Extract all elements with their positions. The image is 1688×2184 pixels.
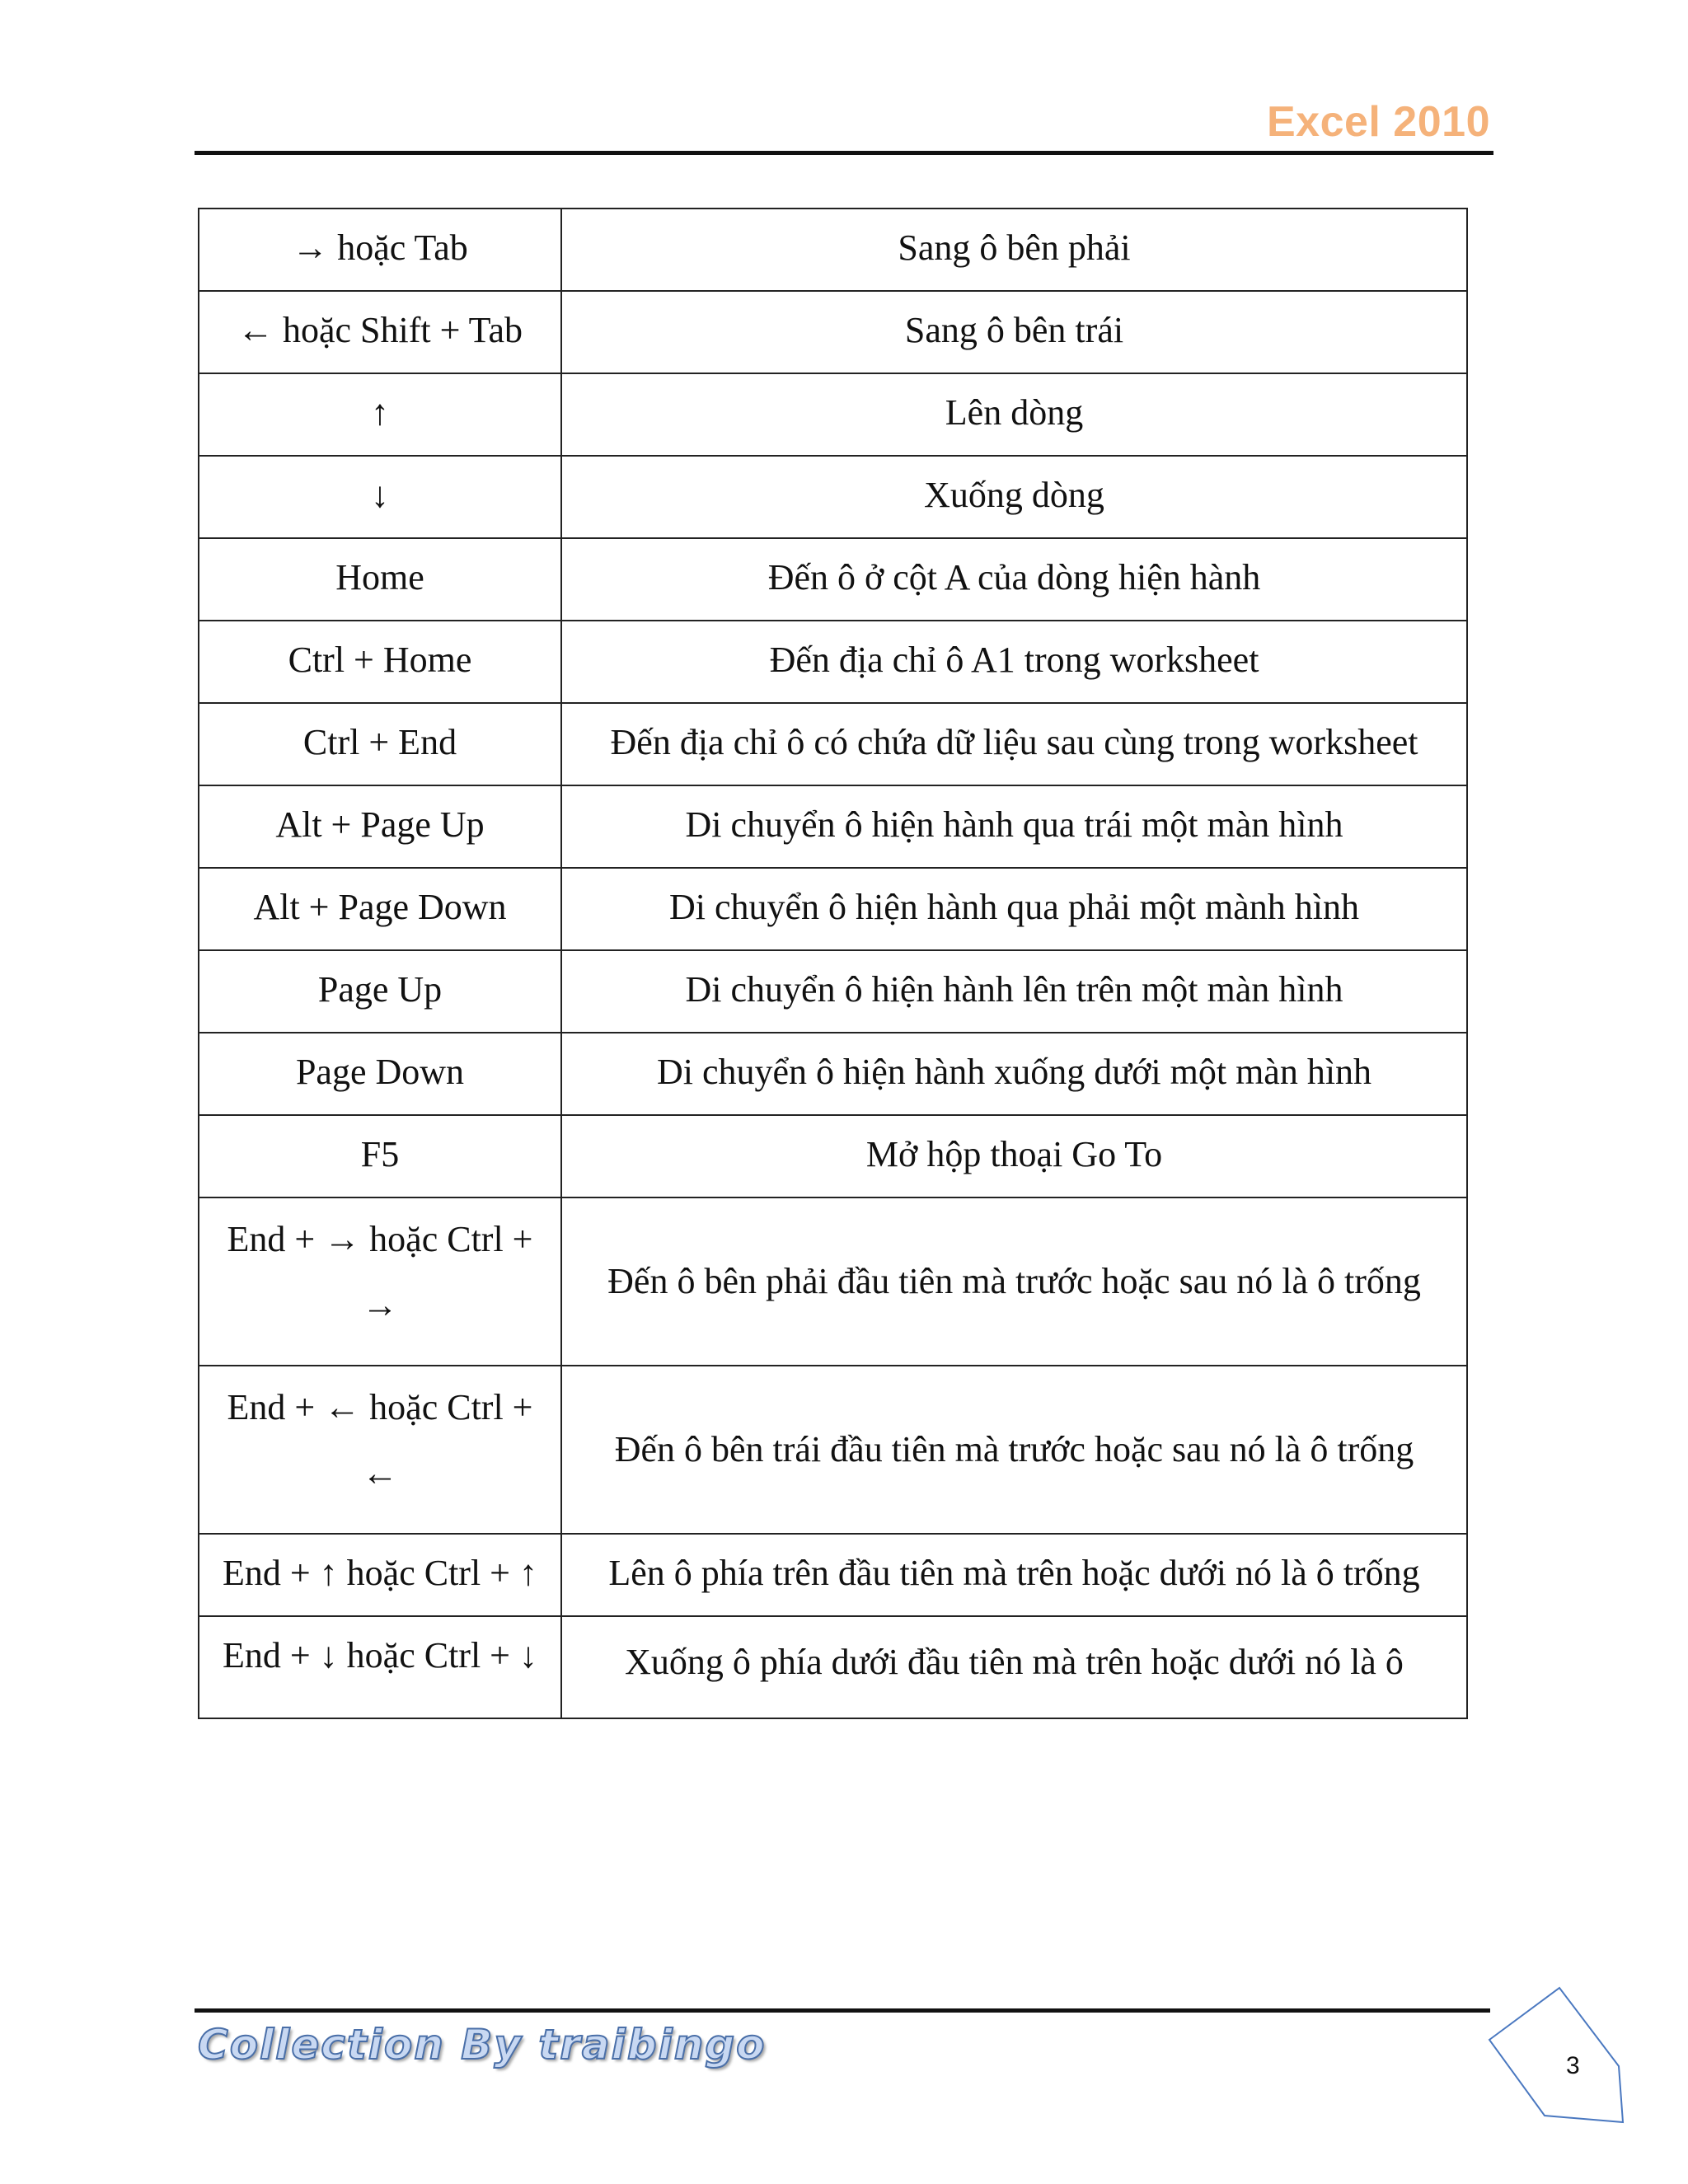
table-row xyxy=(199,538,1467,621)
shortcut-key: Page Down xyxy=(199,1033,561,1115)
shortcut-description: Lên ô phía trên đầu tiên mà trên hoặc dưới nó là ô trống xyxy=(561,1534,1467,1616)
page-badge-icon xyxy=(1487,1986,1627,2126)
table-row xyxy=(199,1197,1467,1366)
shortcut-description: Di chuyển ô hiện hành qua phải một mành hình xyxy=(561,868,1467,950)
table-row xyxy=(199,1616,1467,1718)
shortcut-key: Alt + Page Down xyxy=(199,868,561,950)
shortcut-key: End + ↑ hoặc Ctrl + ↑ xyxy=(199,1534,561,1616)
table-row xyxy=(199,950,1467,1033)
shortcut-description: Đến ô bên trái đầu tiên mà trước hoặc sau nó là ô trống xyxy=(561,1366,1467,1534)
shortcut-description: Đến địa chỉ ô A1 trong worksheet xyxy=(561,621,1467,703)
shortcut-key: Ctrl + End xyxy=(199,703,561,785)
shortcut-description: Mở hộp thoại Go To xyxy=(561,1115,1467,1197)
shortcut-key: ↓ xyxy=(199,456,561,538)
shortcut-key: → hoặc Tab xyxy=(199,209,561,291)
shortcut-description: Sang ô bên phải xyxy=(561,209,1467,291)
shortcut-description: Di chuyển ô hiện hành qua trái một màn hình xyxy=(561,785,1467,868)
shortcut-key: Ctrl + Home xyxy=(199,621,561,703)
shortcut-description: Đến địa chỉ ô có chứa dữ liệu sau cùng trong worksheet xyxy=(561,703,1467,785)
shortcut-key: ↑ xyxy=(199,373,561,456)
shortcut-key: End + ← hoặc Ctrl + ← xyxy=(199,1366,561,1534)
table-row xyxy=(199,1366,1467,1534)
footer-divider xyxy=(195,2008,1490,2013)
table-row xyxy=(199,1534,1467,1616)
table-row xyxy=(199,703,1467,785)
shortcut-description: Lên dòng xyxy=(561,373,1467,456)
shortcut-key: End + → hoặc Ctrl + → xyxy=(199,1197,561,1366)
table-row xyxy=(199,291,1467,373)
shortcut-description: Di chuyển ô hiện hành xuống dưới một màn hình xyxy=(561,1033,1467,1115)
table-row xyxy=(199,1033,1467,1115)
shortcut-key: Alt + Page Up xyxy=(199,785,561,868)
table-row xyxy=(199,868,1467,950)
shortcut-description: Đến ô ở cột A của dòng hiện hành xyxy=(561,538,1467,621)
footer-credit: Collection By traibingo xyxy=(198,2021,767,2069)
table-row xyxy=(199,209,1467,291)
table-row xyxy=(199,456,1467,538)
shortcut-description: Di chuyển ô hiện hành lên trên một màn hình xyxy=(561,950,1467,1033)
shortcut-description: Sang ô bên trái xyxy=(561,291,1467,373)
shortcut-description: Xuống ô phía dưới đầu tiên mà trên hoặc dưới nó là ô xyxy=(561,1616,1467,1718)
document-header-title: Excel 2010 xyxy=(1266,98,1490,146)
table-row xyxy=(199,621,1467,703)
shortcut-key: Home xyxy=(199,538,561,621)
shortcut-description: Đến ô bên phải đầu tiên mà trước hoặc sau nó là ô trống xyxy=(561,1197,1467,1366)
header-divider xyxy=(195,151,1493,155)
page-number: 3 xyxy=(1566,2052,1580,2079)
shortcut-key: End + ↓ hoặc Ctrl + ↓ xyxy=(199,1616,561,1718)
table-row xyxy=(199,1115,1467,1197)
shortcut-table xyxy=(198,208,1468,1719)
shortcut-key: Page Up xyxy=(199,950,561,1033)
shortcut-key: ← hoặc Shift + Tab xyxy=(199,291,561,373)
table-row xyxy=(199,373,1467,456)
shortcut-key: F5 xyxy=(199,1115,561,1197)
table-row xyxy=(199,785,1467,868)
shortcut-description: Xuống dòng xyxy=(561,456,1467,538)
